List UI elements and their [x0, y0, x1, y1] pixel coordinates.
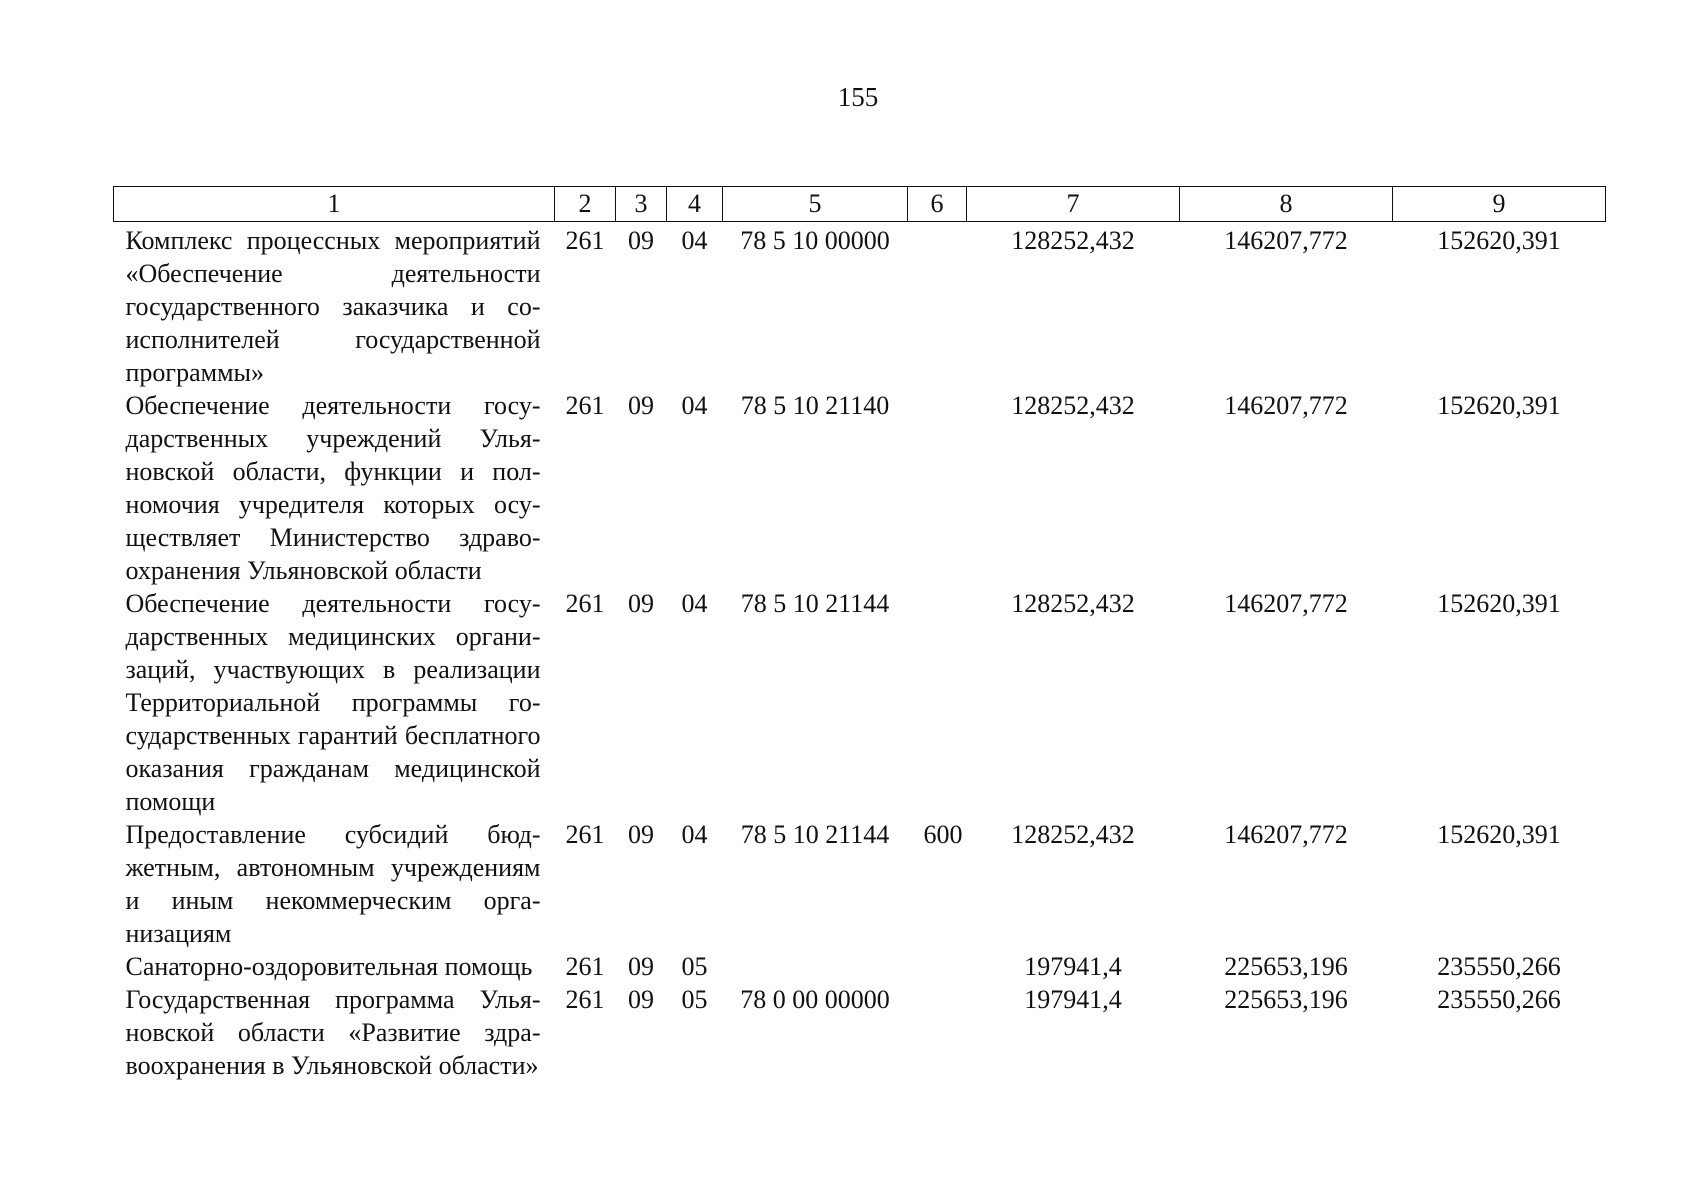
cell-col-6 [908, 587, 967, 818]
cell-col-6 [908, 222, 967, 390]
cell-col-8: 225653,196 [1224, 952, 1348, 981]
cell-col-3: 09 [628, 820, 654, 849]
cell-col-4: 04 [681, 820, 708, 849]
cell-col-4: 05 [681, 985, 708, 1014]
column-header-3: 3 [616, 187, 667, 222]
cell-col-7: 128252,432 [1011, 391, 1135, 420]
cell-col-4: 05 [681, 952, 708, 981]
row-name: Обеспечение деятельности государственных медицинских организаций, участвующих в реализации Территориальной программы государственных гарантий бесплатного оказания гражданам медицинской помощи [125, 589, 541, 816]
column-header-8: 8 [1180, 187, 1393, 222]
cell-col-7: 128252,432 [1011, 589, 1135, 618]
cell-col-8: 225653,196 [1224, 985, 1348, 1014]
table-row [114, 818, 1606, 950]
cell-col-4: 04 [681, 226, 708, 255]
column-header-7: 7 [967, 187, 1180, 222]
cell-col-5: 78 0 00 00000 [740, 985, 890, 1014]
row-name: Государственная программа Ульяновской области «Развитие здравоохранения в Ульяновской области» [125, 985, 541, 1080]
cell-col-7: 128252,432 [1011, 820, 1135, 849]
cell-col-2: 261 [565, 985, 605, 1014]
cell-col-5: 78 5 10 21144 [740, 589, 890, 618]
cell-col-8: 146207,772 [1224, 589, 1348, 618]
cell-col-6 [908, 983, 967, 1082]
column-header-2: 2 [555, 187, 616, 222]
cell-col-2: 261 [565, 589, 605, 618]
cell-col-9: 152620,391 [1437, 226, 1561, 255]
cell-col-8: 146207,772 [1224, 226, 1348, 255]
column-header-5: 5 [723, 187, 908, 222]
cell-col-4: 04 [681, 589, 708, 618]
cell-col-6: 600 [923, 820, 963, 849]
cell-col-9: 152620,391 [1437, 589, 1561, 618]
row-name: Комплекс процессных мероприятий «Обеспечение деятельности государственного заказчика и соисполнителей государственной программы» [125, 226, 541, 387]
cell-col-5: 78 5 10 00000 [740, 226, 890, 255]
cell-col-7: 197941,4 [1024, 985, 1122, 1014]
budget-table [113, 186, 1606, 1082]
table-row [114, 222, 1606, 390]
cell-col-2: 261 [565, 391, 605, 420]
cell-col-4: 04 [681, 391, 708, 420]
cell-col-2: 261 [565, 820, 605, 849]
cell-col-6 [908, 389, 967, 587]
cell-col-9: 235550,266 [1437, 952, 1561, 981]
cell-col-7: 197941,4 [1024, 952, 1122, 981]
table-header [114, 187, 1606, 222]
table-row [114, 587, 1606, 818]
cell-col-3: 09 [628, 952, 654, 981]
column-header-4: 4 [667, 187, 723, 222]
table-row [114, 983, 1606, 1082]
column-header-1: 1 [114, 187, 555, 222]
cell-col-3: 09 [628, 589, 654, 618]
cell-col-5: 78 5 10 21140 [740, 391, 890, 420]
page-number: 155 [837, 82, 879, 112]
cell-col-8: 146207,772 [1224, 391, 1348, 420]
column-header-9: 9 [1393, 187, 1606, 222]
cell-col-7: 128252,432 [1011, 226, 1135, 255]
cell-col-6 [908, 950, 967, 983]
column-header-6: 6 [908, 187, 967, 222]
cell-col-8: 146207,772 [1224, 820, 1348, 849]
cell-col-9: 235550,266 [1437, 985, 1561, 1014]
cell-col-3: 09 [628, 391, 654, 420]
cell-col-3: 09 [628, 985, 654, 1014]
header-row [114, 187, 1606, 222]
cell-col-3: 09 [628, 226, 654, 255]
table-row [114, 389, 1606, 587]
cell-col-5: 78 5 10 21144 [740, 820, 890, 849]
cell-col-2: 261 [565, 952, 605, 981]
row-name: Предоставление субсидий бюджетным, автономным учреждениям и иным некоммерческим организациям [125, 820, 541, 948]
table-row [114, 950, 1606, 983]
cell-col-9: 152620,391 [1437, 391, 1561, 420]
cell-col-2: 261 [565, 226, 605, 255]
row-name: Обеспечение деятельности государственных учреждений Ульяновской области, функции и полномочия учредителя которых осуществляет Министерство здравоохранения Ульяновской области [125, 391, 541, 585]
cell-col-5 [723, 950, 908, 983]
cell-col-9: 152620,391 [1437, 820, 1561, 849]
row-name: Санаторно-оздоровительная помощь [125, 952, 533, 981]
